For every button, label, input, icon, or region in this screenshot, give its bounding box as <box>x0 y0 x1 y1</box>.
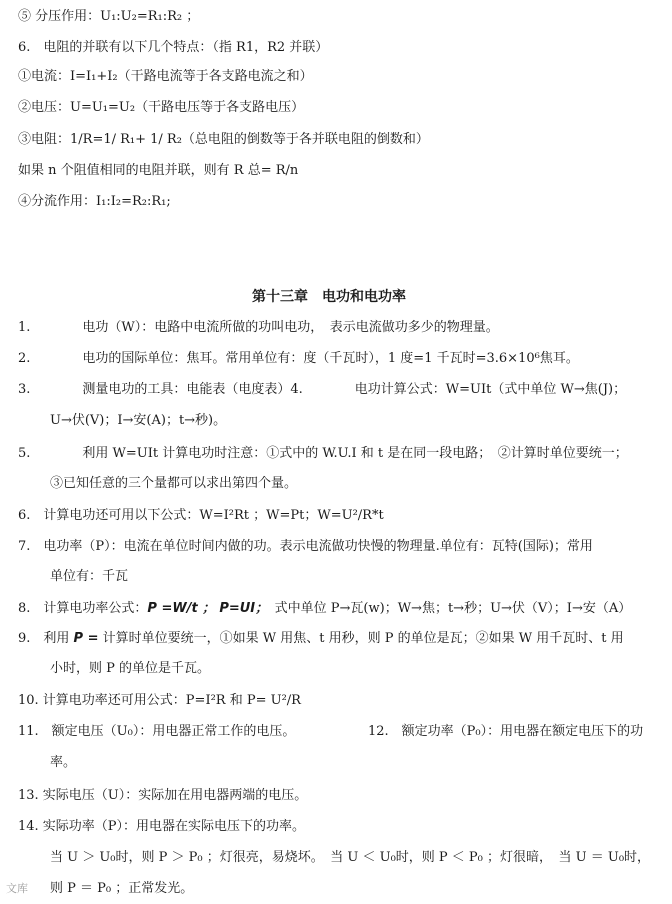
list-item: 6. 计算电功还可用以下公式：W=I²Rt ；W=Pt；W=U²/R*t <box>18 508 384 523</box>
list-item-cont: 则 P ＝ P₀ ；正常发光。 <box>50 881 194 896</box>
text-line: ④分流作用：I₁:I₂=R₂:R₁; <box>18 194 171 209</box>
list-item-cont: 单位有：千瓦 <box>50 569 129 584</box>
chapter-title: 第十三章 电功和电功率 <box>252 289 406 305</box>
text-line: 6. 电阻的并联有以下几个特点：（指 R1，R2 并联） <box>18 40 329 55</box>
text: 8. 计算电功率公式： <box>18 601 148 616</box>
watermark: 文库 <box>6 882 28 895</box>
list-item: 12. 额定功率（P₀）：用电器在额定电压下的功 <box>368 724 644 739</box>
list-item: 1. 电功（W）：电路中电流所做的功叫电功， 表示电流做功多少的物理量。 <box>18 320 499 335</box>
list-item-cont: U→伏(V)；I→安(A)；t→秒)。 <box>50 413 227 428</box>
list-item: 13. 实际电压（U）：实际加在用电器两端的电压。 <box>18 788 308 803</box>
text-line: ③电阻：1/R=1/ R₁+ 1/ R₂（总电阻的倒数等于各并联电阻的倒数和） <box>18 132 429 147</box>
list-item-cont: 小时，则 P 的单位是千瓦。 <box>50 661 211 676</box>
list-item: 7. 电功率（P）：电流在单位时间内做的功。表示电流做功快慢的物理量.单位有：瓦特(国际)；常用 <box>18 539 593 554</box>
list-item: 2. 电功的国际单位：焦耳。常用单位有：度（千瓦时），1 度=1 千瓦时=3.6×10⁶焦耳。 <box>18 351 579 366</box>
text: 计算时单位要统一，①如果 W 用焦、t 用秒，则 P 的单位是瓦；②如果 W 用千瓦时、t 用 <box>102 631 624 646</box>
list-item: 14. 实际功率（P）：用电器在实际电压下的功率。 <box>18 819 306 834</box>
text-line: ⑤ 分压作用：U₁:U₂=R₁:R₂ ； <box>18 9 200 24</box>
list-item-cont: 率。 <box>50 755 77 770</box>
list-item: 3. 测量电功的工具：电能表（电度表）4. 电功计算公式：W=UIt（式中单位 W→焦(J)； <box>18 382 627 397</box>
text: 9. 利用 <box>18 631 70 646</box>
list-item-cont: ③已知任意的三个量都可以求出第四个量。 <box>50 476 298 491</box>
list-item: 10. 计算电功率还可用公式：P=I²R 和 P= U²/R <box>18 693 301 708</box>
list-item <box>18 630 624 648</box>
text: 式中单位 P→瓦(w)；W→焦；t→秒；U→伏（V）；I→安（A） <box>261 601 632 616</box>
list-item-cont: 当 U ＞ U₀时，则 P ＞ P₀ ；灯很亮，易烧坏。 当 U ＜ U₀时，则 P ＜ P₀ ；灯很暗， 当 U ＝ U₀时， <box>50 850 651 865</box>
text-line: ①电流：I=I₁+I₂（干路电流等于各支路电流之和） <box>18 69 313 84</box>
formula: P =W/t ； <box>147 601 216 616</box>
text-line: 如果 n 个阻值相同的电阻并联，则有 R 总= R/n <box>18 163 299 178</box>
formula: P = <box>73 631 99 646</box>
text-line: ②电压：U=U₁=U₂（干路电压等于各支路电压） <box>18 100 305 115</box>
list-item: 11. 额定电压（U₀）：用电器正常工作的电压。 <box>18 724 296 739</box>
list-item <box>18 600 631 618</box>
formula: P=UI； <box>219 601 262 616</box>
list-item: 5. 利用 W=UIt 计算电功时注意：①式中的 W.U.I 和 t 是在同一段电路； ②计算时单位要统一； <box>18 446 628 461</box>
